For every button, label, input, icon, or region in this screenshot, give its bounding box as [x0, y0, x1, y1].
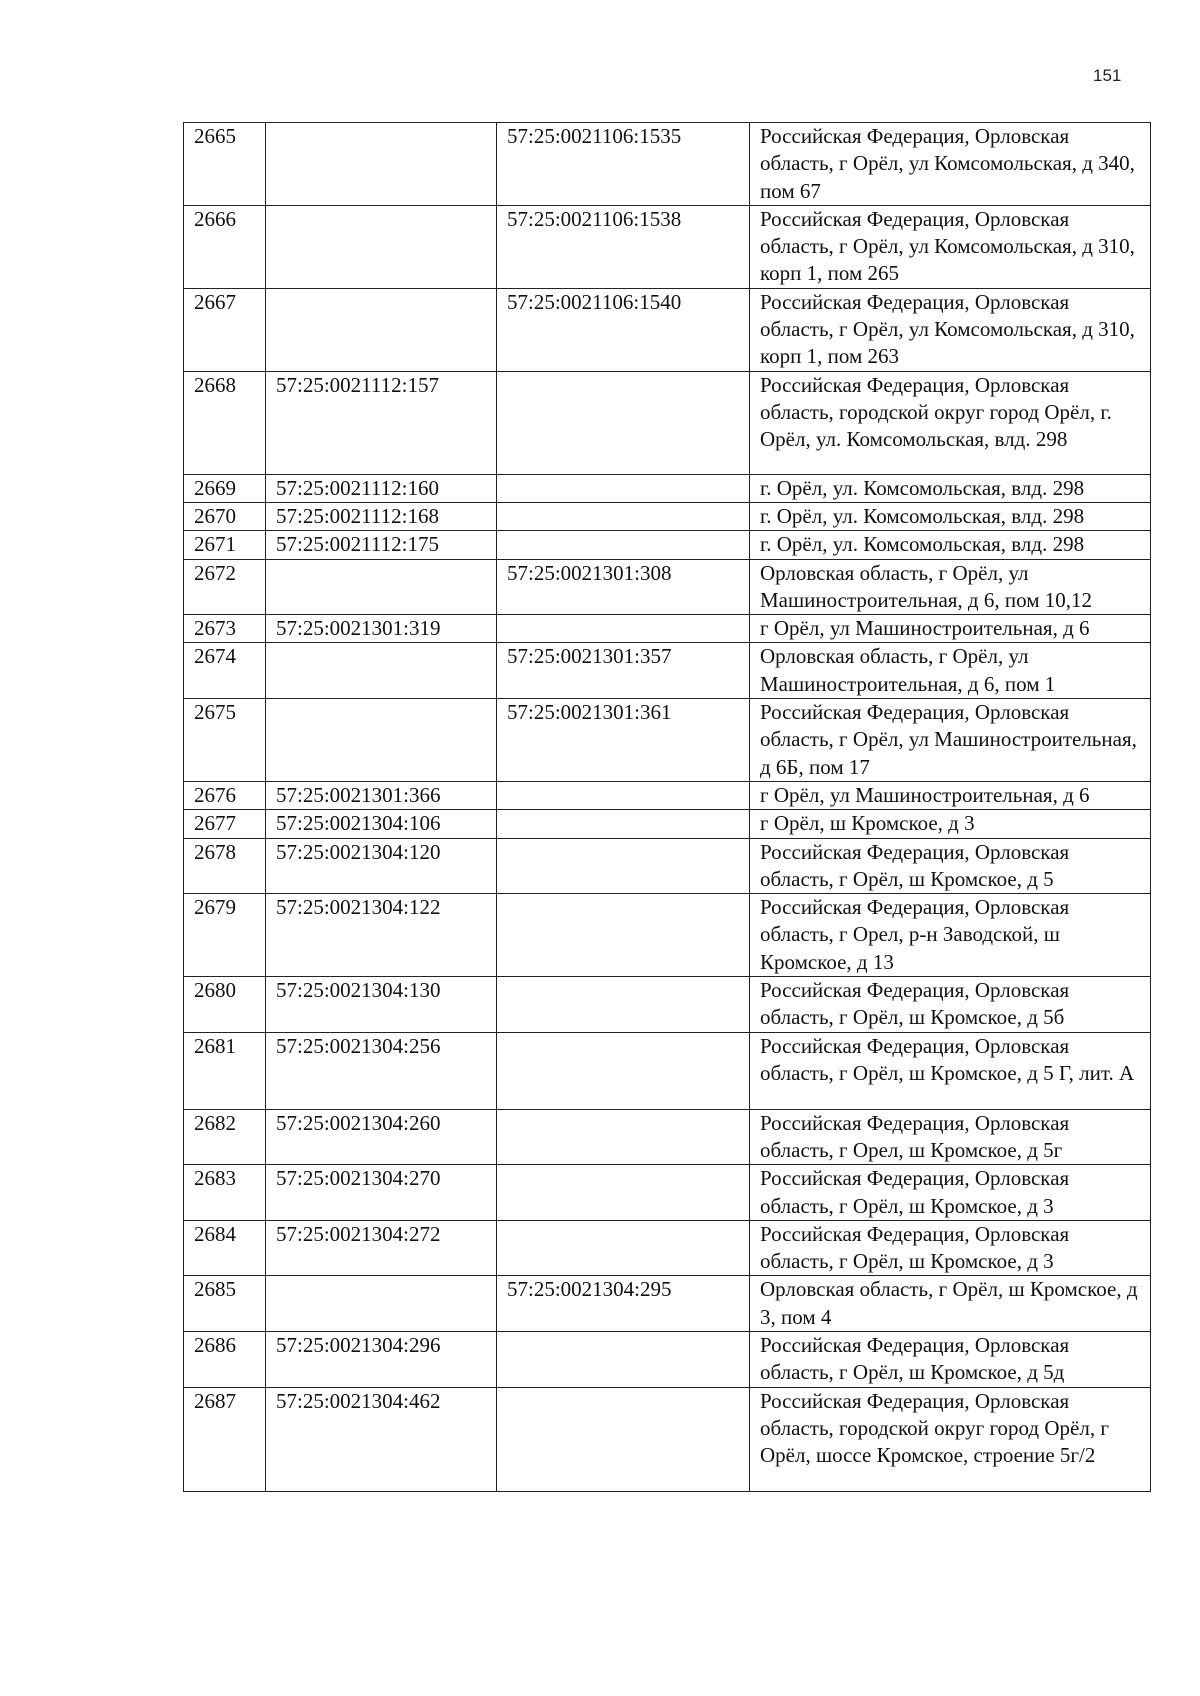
- row-number-cell: 2667: [184, 288, 266, 371]
- table-row: [184, 615, 1151, 643]
- table-row: [184, 894, 1151, 977]
- cadastral-number-premises-cell: [497, 781, 750, 809]
- cadastral-number-land-cell: 57:25:0021301:366: [266, 781, 497, 809]
- address-cell: г. Орёл, ул. Комсомольская, влд. 298: [750, 502, 1151, 530]
- cadastral-number-premises-cell: [497, 894, 750, 977]
- cadastral-number-land-cell: [266, 643, 497, 699]
- cadastral-number-premises-cell: 57:25:0021106:1538: [497, 205, 750, 288]
- row-number-cell: 2678: [184, 838, 266, 894]
- registry-body: [184, 123, 1151, 1492]
- cadastral-number-premises-cell: 57:25:0021301:361: [497, 699, 750, 782]
- cadastral-number-land-cell: [266, 205, 497, 288]
- table-row: [184, 205, 1151, 288]
- cadastral-number-premises-cell: [497, 1220, 750, 1276]
- address-cell: Российская Федерация, Орловская область, г Орёл, ул Машиностроительная, д 6Б, пом 17: [750, 699, 1151, 782]
- cadastral-number-land-cell: 57:25:0021304:122: [266, 894, 497, 977]
- address-cell: Орловская область, г Орёл, ш Кромское, д 3, пом 4: [750, 1276, 1151, 1332]
- cadastral-number-premises-cell: 57:25:0021106:1540: [497, 288, 750, 371]
- cadastral-number-premises-cell: 57:25:0021106:1535: [497, 123, 750, 206]
- cadastral-number-land-cell: [266, 1276, 497, 1332]
- row-number-cell: 2683: [184, 1165, 266, 1221]
- address-cell: Российская Федерация, Орловская область, г Орёл, ш Кромское, д 5б: [750, 977, 1151, 1033]
- table-row: [184, 1109, 1151, 1165]
- cadastral-number-premises-cell: [497, 615, 750, 643]
- cadastral-number-land-cell: 57:25:0021304:130: [266, 977, 497, 1033]
- page-number: 151: [1093, 66, 1122, 85]
- table-row: [184, 810, 1151, 838]
- address-cell: Российская Федерация, Орловская область, г Орёл, ш Кромское, д 3: [750, 1165, 1151, 1221]
- address-cell: Орловская область, г Орёл, ул Машиностроительная, д 6, пом 1: [750, 643, 1151, 699]
- address-cell: г Орёл, ул Машиностроительная, д 6: [750, 615, 1151, 643]
- cadastral-number-premises-cell: [497, 1331, 750, 1387]
- row-number-cell: 2668: [184, 371, 266, 474]
- cadastral-number-land-cell: 57:25:0021112:168: [266, 502, 497, 530]
- row-number-cell: 2681: [184, 1032, 266, 1109]
- address-cell: Российская Федерация, Орловская область, г Орёл, ул Комсомольская, д 310, корп 1, пом 265: [750, 205, 1151, 288]
- cadastral-number-land-cell: [266, 288, 497, 371]
- address-cell: Российская Федерация, Орловская область, г Орёл, ул Комсомольская, д 310, корп 1, пом 263: [750, 288, 1151, 371]
- cadastral-number-premises-cell: 57:25:0021301:357: [497, 643, 750, 699]
- cadastral-number-premises-cell: [497, 371, 750, 474]
- row-number-cell: 2674: [184, 643, 266, 699]
- table-row: [184, 781, 1151, 809]
- cadastral-number-land-cell: [266, 123, 497, 206]
- cadastral-number-premises-cell: [497, 1109, 750, 1165]
- row-number-cell: 2676: [184, 781, 266, 809]
- cadastral-number-land-cell: 57:25:0021112:160: [266, 474, 497, 502]
- row-number-cell: 2682: [184, 1109, 266, 1165]
- table-row: [184, 1032, 1151, 1109]
- cadastral-number-premises-cell: [497, 1032, 750, 1109]
- cadastral-number-land-cell: 57:25:0021304:120: [266, 838, 497, 894]
- table-row: [184, 502, 1151, 530]
- table-row: [184, 699, 1151, 782]
- cadastral-number-premises-cell: [497, 1165, 750, 1221]
- cadastral-number-land-cell: 57:25:0021304:296: [266, 1331, 497, 1387]
- address-cell: г Орёл, ш Кромское, д 3: [750, 810, 1151, 838]
- row-number-cell: 2687: [184, 1387, 266, 1491]
- row-number-cell: 2680: [184, 977, 266, 1033]
- table-row: [184, 1220, 1151, 1276]
- address-cell: Российская Федерация, Орловская область, г Орел, ш Кромское, д 5г: [750, 1109, 1151, 1165]
- address-cell: Российская Федерация, Орловская область, городской округ город Орёл, г. Орёл, ул. Комсомольская, влд. 298: [750, 371, 1151, 474]
- row-number-cell: 2666: [184, 205, 266, 288]
- row-number-cell: 2671: [184, 531, 266, 559]
- cadastral-number-premises-cell: [497, 810, 750, 838]
- row-number-cell: 2669: [184, 474, 266, 502]
- table-row: [184, 123, 1151, 206]
- address-cell: Российская Федерация, Орловская область, городской округ город Орёл, г Орёл, шоссе Кромское, строение 5г/2: [750, 1387, 1151, 1491]
- cadastral-number-land-cell: 57:25:0021304:256: [266, 1032, 497, 1109]
- address-cell: Российская Федерация, Орловская область, г Орел, р-н Заводской, ш Кромское, д 13: [750, 894, 1151, 977]
- table-row: [184, 531, 1151, 559]
- address-cell: Орловская область, г Орёл, ул Машиностроительная, д 6, пом 10,12: [750, 559, 1151, 615]
- row-number-cell: 2677: [184, 810, 266, 838]
- row-number-cell: 2670: [184, 502, 266, 530]
- row-number-cell: 2665: [184, 123, 266, 206]
- table-row: [184, 474, 1151, 502]
- cadastral-number-land-cell: 57:25:0021112:157: [266, 371, 497, 474]
- cadastral-number-land-cell: 57:25:0021301:319: [266, 615, 497, 643]
- row-number-cell: 2673: [184, 615, 266, 643]
- table-row: [184, 371, 1151, 474]
- cadastral-number-premises-cell: [497, 474, 750, 502]
- row-number-cell: 2679: [184, 894, 266, 977]
- row-number-cell: 2685: [184, 1276, 266, 1332]
- cadastral-number-land-cell: 57:25:0021304:462: [266, 1387, 497, 1491]
- table-row: [184, 643, 1151, 699]
- property-registry-table: [183, 122, 1151, 1492]
- table-row: [184, 1165, 1151, 1221]
- cadastral-number-premises-cell: [497, 1387, 750, 1491]
- address-cell: г. Орёл, ул. Комсомольская, влд. 298: [750, 531, 1151, 559]
- cadastral-number-premises-cell: [497, 531, 750, 559]
- row-number-cell: 2672: [184, 559, 266, 615]
- cadastral-number-land-cell: 57:25:0021112:175: [266, 531, 497, 559]
- cadastral-number-premises-cell: 57:25:0021301:308: [497, 559, 750, 615]
- row-number-cell: 2684: [184, 1220, 266, 1276]
- address-cell: Российская Федерация, Орловская область, г Орёл, ш Кромское, д 5: [750, 838, 1151, 894]
- cadastral-number-land-cell: 57:25:0021304:106: [266, 810, 497, 838]
- row-number-cell: 2686: [184, 1331, 266, 1387]
- row-number-cell: 2675: [184, 699, 266, 782]
- table-row: [184, 977, 1151, 1033]
- cadastral-number-premises-cell: [497, 838, 750, 894]
- cadastral-number-land-cell: 57:25:0021304:260: [266, 1109, 497, 1165]
- table-row: [184, 288, 1151, 371]
- address-cell: г. Орёл, ул. Комсомольская, влд. 298: [750, 474, 1151, 502]
- cadastral-number-land-cell: [266, 699, 497, 782]
- address-cell: Российская Федерация, Орловская область, г Орёл, ул Комсомольская, д 340, пом 67: [750, 123, 1151, 206]
- cadastral-number-land-cell: [266, 559, 497, 615]
- address-cell: Российская Федерация, Орловская область, г Орёл, ш Кромское, д 5д: [750, 1331, 1151, 1387]
- address-cell: Российская Федерация, Орловская область, г Орёл, ш Кромское, д 3: [750, 1220, 1151, 1276]
- table-row: [184, 1276, 1151, 1332]
- cadastral-number-premises-cell: [497, 977, 750, 1033]
- cadastral-number-land-cell: 57:25:0021304:270: [266, 1165, 497, 1221]
- cadastral-number-premises-cell: 57:25:0021304:295: [497, 1276, 750, 1332]
- cadastral-number-premises-cell: [497, 502, 750, 530]
- address-cell: Российская Федерация, Орловская область, г Орёл, ш Кромское, д 5 Г, лит. А: [750, 1032, 1151, 1109]
- table-row: [184, 1331, 1151, 1387]
- address-cell: г Орёл, ул Машиностроительная, д 6: [750, 781, 1151, 809]
- table-row: [184, 1387, 1151, 1491]
- cadastral-number-land-cell: 57:25:0021304:272: [266, 1220, 497, 1276]
- table-row: [184, 838, 1151, 894]
- table-row: [184, 559, 1151, 615]
